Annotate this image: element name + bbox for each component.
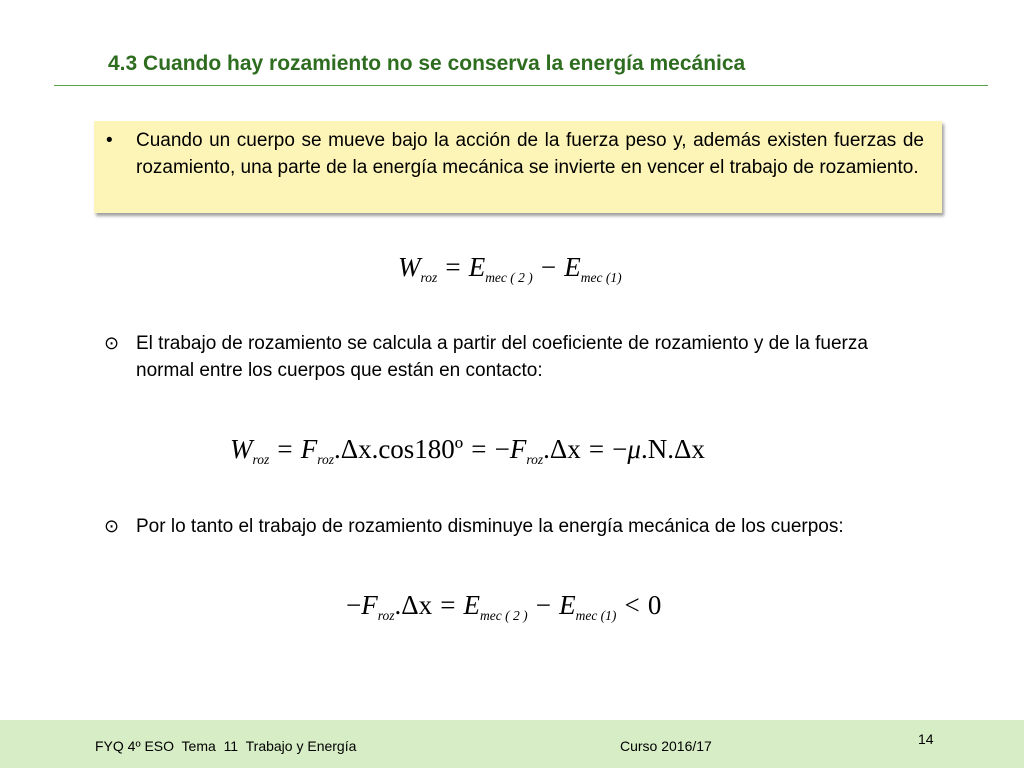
eq3-mec2: mec ( 2 ): [480, 608, 528, 624]
eq2-term-dx: .Δx: [543, 434, 581, 464]
eq3-zero: 0: [647, 590, 662, 620]
title-underline: [54, 85, 988, 86]
footer-course-topic: FYQ 4º ESO Tema 11 Trabajo y Energía: [95, 738, 357, 754]
eq3-roz: roz: [377, 608, 395, 624]
eq1-minus: −: [540, 252, 557, 282]
eq1-W: W: [398, 252, 421, 282]
bullet-2-text: Por lo tanto el trabajo de rozamiento disminuye la energía mecánica de los cuerpos:: [136, 516, 844, 537]
eq2-term-n-dx: .N.Δx: [640, 434, 705, 464]
eq3-F: F: [361, 590, 378, 620]
eq2-F-2: F: [509, 434, 527, 464]
eq2-neg-2: −: [612, 434, 628, 464]
eq2-term-cos: .Δx.cos180º: [333, 434, 464, 464]
slide-title: 4.3 Cuando hay rozamiento no se conserva la energía mecánica: [108, 52, 746, 75]
equation-energy-loss: [346, 590, 662, 624]
eq3-E-initial: E: [559, 590, 576, 620]
page-number: 14: [918, 731, 934, 747]
equation-work-mechanical-energy: [398, 252, 622, 286]
eq1-roz: roz: [420, 270, 438, 286]
eq2-equals-2: =: [471, 434, 487, 464]
equation-friction-work: [230, 434, 705, 468]
bullet-1-text: El trabajo de rozamiento se calcula a partir del coeficiente de rozamiento y de la fuerza normal entre los cuerpos que están en contacto:: [136, 333, 868, 381]
eq2-roz-b: roz: [317, 452, 334, 468]
eq1-equals: =: [445, 252, 461, 282]
eq2-roz-c: roz: [526, 452, 544, 468]
bullet-1-mark: ⊙: [104, 333, 120, 354]
eq3-equals: =: [440, 590, 456, 620]
eq3-minus: −: [535, 590, 551, 620]
eq2-mu: μ: [627, 434, 641, 464]
eq2-equals-1: =: [277, 434, 293, 464]
eq2-W: W: [230, 434, 253, 464]
eq1-mec1: mec (1): [580, 270, 622, 286]
eq2-F-1: F: [300, 434, 318, 464]
footer-school-year: Curso 2016/17: [620, 738, 712, 754]
eq1-E-initial: E: [564, 252, 581, 282]
eq3-neg: −: [346, 590, 362, 620]
eq2-neg-1: −: [494, 434, 510, 464]
eq2-roz-a: roz: [252, 452, 270, 468]
eq3-term-dx: .Δx: [394, 590, 433, 620]
eq3-less-than: <: [624, 590, 640, 620]
callout-bullet: •: [106, 130, 113, 151]
eq1-mec2: mec ( 2 ): [485, 270, 533, 286]
eq2-equals-3: =: [588, 434, 605, 464]
eq1-E-final: E: [468, 252, 486, 282]
eq3-mec1: mec (1): [575, 608, 617, 624]
callout-text: Cuando un cuerpo se mueve bajo la acción de la fuerza peso y, además existen fuerzas de rozamiento, una parte de la energía mecánica se invierte en vencer el trabajo de rozamiento.: [136, 130, 924, 178]
bullet-2-mark: ⊙: [104, 516, 120, 537]
eq3-E-final: E: [463, 590, 481, 620]
